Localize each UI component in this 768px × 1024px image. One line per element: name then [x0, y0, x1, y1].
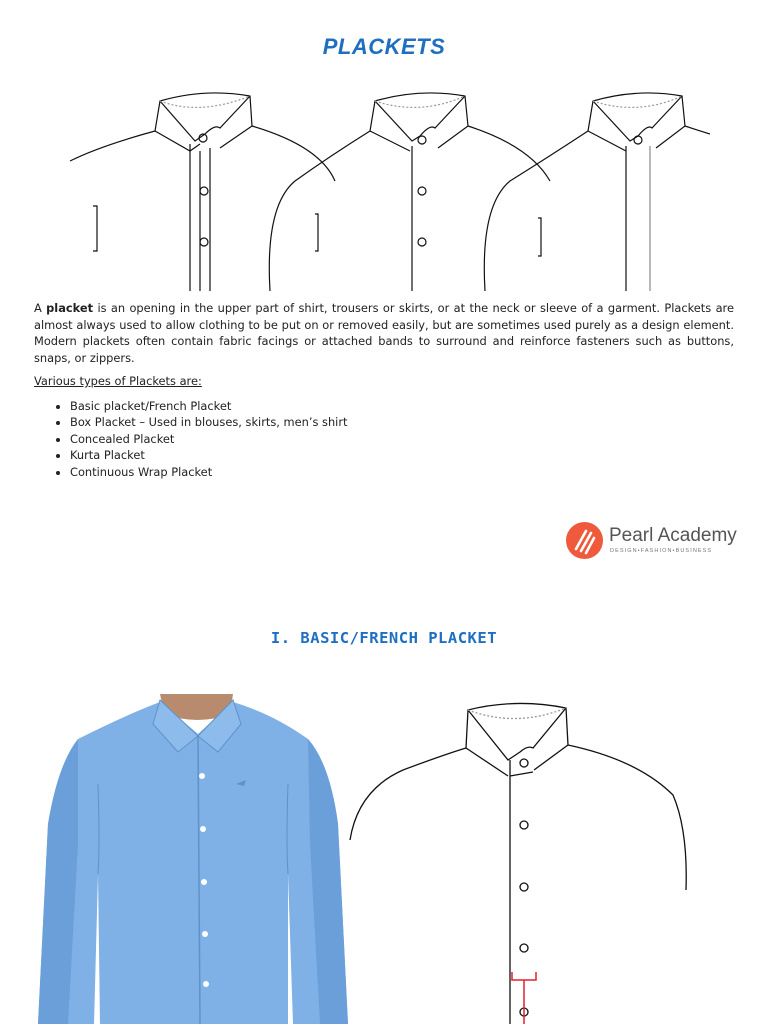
logo-name: Pearl Academy	[609, 525, 737, 546]
list-item: • Kurta Placket	[70, 447, 348, 463]
list-item: • Continuous Wrap Placket	[70, 464, 348, 480]
blue-shirt-photo	[38, 694, 348, 1024]
list-item: • Basic placket/French Placket	[70, 398, 348, 414]
logo-mark-icon	[566, 522, 603, 559]
types-heading: Various types of Plackets are:	[34, 374, 202, 388]
page-title: PLACKETS	[322, 34, 446, 59]
shirt-sketch-basic	[70, 93, 335, 291]
list-item: • Box Placket – Used in blouses, skirts, men’s shirt	[70, 414, 348, 430]
shirt-sketch-box	[484, 93, 710, 291]
pearl-academy-logo	[566, 520, 746, 562]
placket-description: A placket is an opening in the upper part of shirt, trousers or skirts, or at the neck or sleeve of a garment. Plackets are almost always used to allow clothing to be put on or removed easily, but are sometimes used purely as a design element. Modern plackets often contain fabric facings or attached bands to surround and reinforce fasteners such as buttons, snaps, or zippers.	[34, 301, 734, 365]
shirt-sketch-concealed	[269, 93, 550, 291]
logo-tagline: DESIGN•FASHION•BUSINESS	[610, 548, 713, 554]
placket-term: placket	[46, 301, 94, 315]
placket-illustrations	[60, 86, 710, 291]
list-item: • Concealed Placket	[70, 431, 348, 447]
basic-placket-sketch	[348, 700, 693, 1024]
placket-types-list	[34, 398, 348, 480]
section-title: I. BASIC/FRENCH PLACKET	[270, 629, 498, 647]
